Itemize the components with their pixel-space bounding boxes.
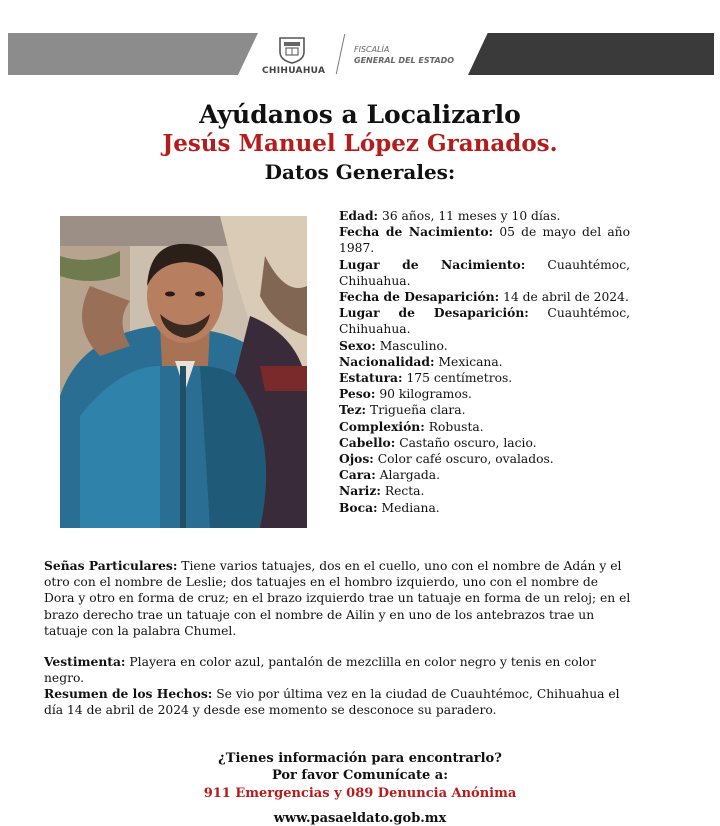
detail-row — [339, 451, 630, 467]
detail-row — [339, 500, 630, 516]
detail-row — [339, 354, 630, 370]
senas-text: Tiene varios tatuajes, dos en el cuello, uno con el nombre de Adán y el otro con el nombre de Leslie; dos tatuajes en el hombro izquierdo, uno con el nombre de Dora y otro en forma de cruz; en el brazo izquierdo trae un tatuaje en forma de un reloj; en el brazo derecho trae un tatuaje con el nombre de Ailin y en uno de los antebrazos trae un tatuaje con la palabra Chumel. — [44, 559, 631, 638]
header-band-right — [468, 33, 714, 75]
brand-fiscalia-line2: GENERAL DEL ESTADO — [354, 56, 455, 65]
detail-label: Ojos: — [339, 451, 374, 467]
detail-value: 90 kilogramos. — [379, 387, 472, 402]
person-name: Jesús Manuel López Granados. — [162, 130, 558, 157]
detail-value: Castaño oscuro, lacio. — [399, 435, 537, 450]
detail-row — [339, 257, 630, 289]
detail-value: Robusta. — [428, 419, 484, 434]
detail-value: 175 centímetros. — [406, 371, 513, 386]
brand-divider — [336, 34, 346, 74]
detail-label: Lugar de Desaparición: — [339, 305, 529, 321]
cta-phones: 911 Emergencias y 089 Denuncia Anónima — [203, 786, 517, 801]
detail-value: 05 de mayo del año 1987. — [339, 225, 631, 256]
cta-contact: Por favor Comunícate a: — [271, 768, 449, 783]
brand-chihuahua: CHIHUAHUA — [262, 66, 326, 76]
detail-value: Mediana. — [381, 500, 440, 515]
detail-label: Cabello: — [339, 434, 396, 450]
details-list — [339, 208, 630, 516]
vestimenta-text: Playera en color azul, pantalón de mezclilla en color negro y tenis en color negro. — [44, 655, 596, 686]
brand-fiscalia-line1: FISCALÍA — [354, 45, 390, 54]
detail-label: Edad: — [339, 208, 379, 223]
vestimenta — [44, 654, 632, 686]
detail-value: Masculino. — [379, 338, 448, 353]
detail-row — [339, 370, 630, 386]
detail-row — [339, 305, 630, 337]
vestimenta-label: Vestimenta: — [44, 654, 126, 669]
state-seal-icon — [277, 36, 307, 64]
detail-label: Fecha de Desaparición: — [339, 289, 500, 305]
detail-label: Fecha de Nacimiento: — [339, 224, 494, 240]
brand-fiscalia — [354, 44, 454, 66]
detail-label: Sexo: — [339, 337, 376, 353]
cta-website-link[interactable]: www.pasaeldato.gob.mx — [273, 811, 447, 826]
detail-row — [339, 435, 630, 451]
senas-label: Señas Particulares: — [44, 558, 178, 573]
detail-label: Cara: — [339, 467, 376, 483]
detail-value: 36 años, 11 meses y 10 días. — [382, 209, 561, 223]
header-band-left — [8, 33, 258, 75]
detail-row — [339, 483, 630, 499]
person-photo — [60, 216, 307, 528]
detail-label: Nariz: — [339, 483, 381, 499]
detail-value: Cuauhtémoc, Chihuahua. — [339, 306, 630, 337]
detail-value: Cuauhtémoc, Chihuahua. — [339, 257, 630, 288]
detail-label: Boca: — [339, 499, 378, 515]
detail-row — [339, 386, 630, 402]
detail-row — [339, 402, 630, 418]
detail-row — [339, 289, 630, 305]
detail-value: Mexicana. — [438, 354, 503, 369]
detail-value: 14 de abril de 2024. — [503, 290, 629, 305]
detail-label: Nacionalidad: — [339, 353, 435, 369]
senas-particulares — [44, 558, 632, 639]
page-title: Ayúdanos a Localizarlo — [199, 100, 521, 129]
detail-row — [339, 338, 630, 354]
resumen-hechos — [44, 686, 632, 718]
detail-label: Complexión: — [339, 418, 425, 434]
detail-value: Alargada. — [379, 468, 441, 483]
cta-question: ¿Tienes información para encontrarlo? — [218, 751, 502, 766]
detail-value: Color café oscuro, ovalados. — [377, 452, 554, 467]
detail-row — [339, 208, 630, 224]
detail-label: Tez: — [339, 402, 367, 418]
detail-label: Estatura: — [339, 370, 403, 386]
resumen-text: Se vio por última vez en la ciudad de Cuauhtémoc, Chihuahua el día 14 de abril de 2024 y desde ese momento se desconoce su paradero. — [44, 687, 620, 718]
section-title: Datos Generales: — [264, 160, 456, 184]
detail-row — [339, 224, 630, 256]
resumen-label: Resumen de los Hechos: — [44, 686, 213, 701]
detail-label: Lugar de Nacimiento: — [339, 256, 526, 272]
detail-label: Peso: — [339, 386, 376, 402]
detail-row — [339, 467, 630, 483]
detail-value: Recta. — [384, 484, 425, 499]
detail-row — [339, 419, 630, 435]
detail-value: Trigueña clara. — [370, 403, 466, 418]
